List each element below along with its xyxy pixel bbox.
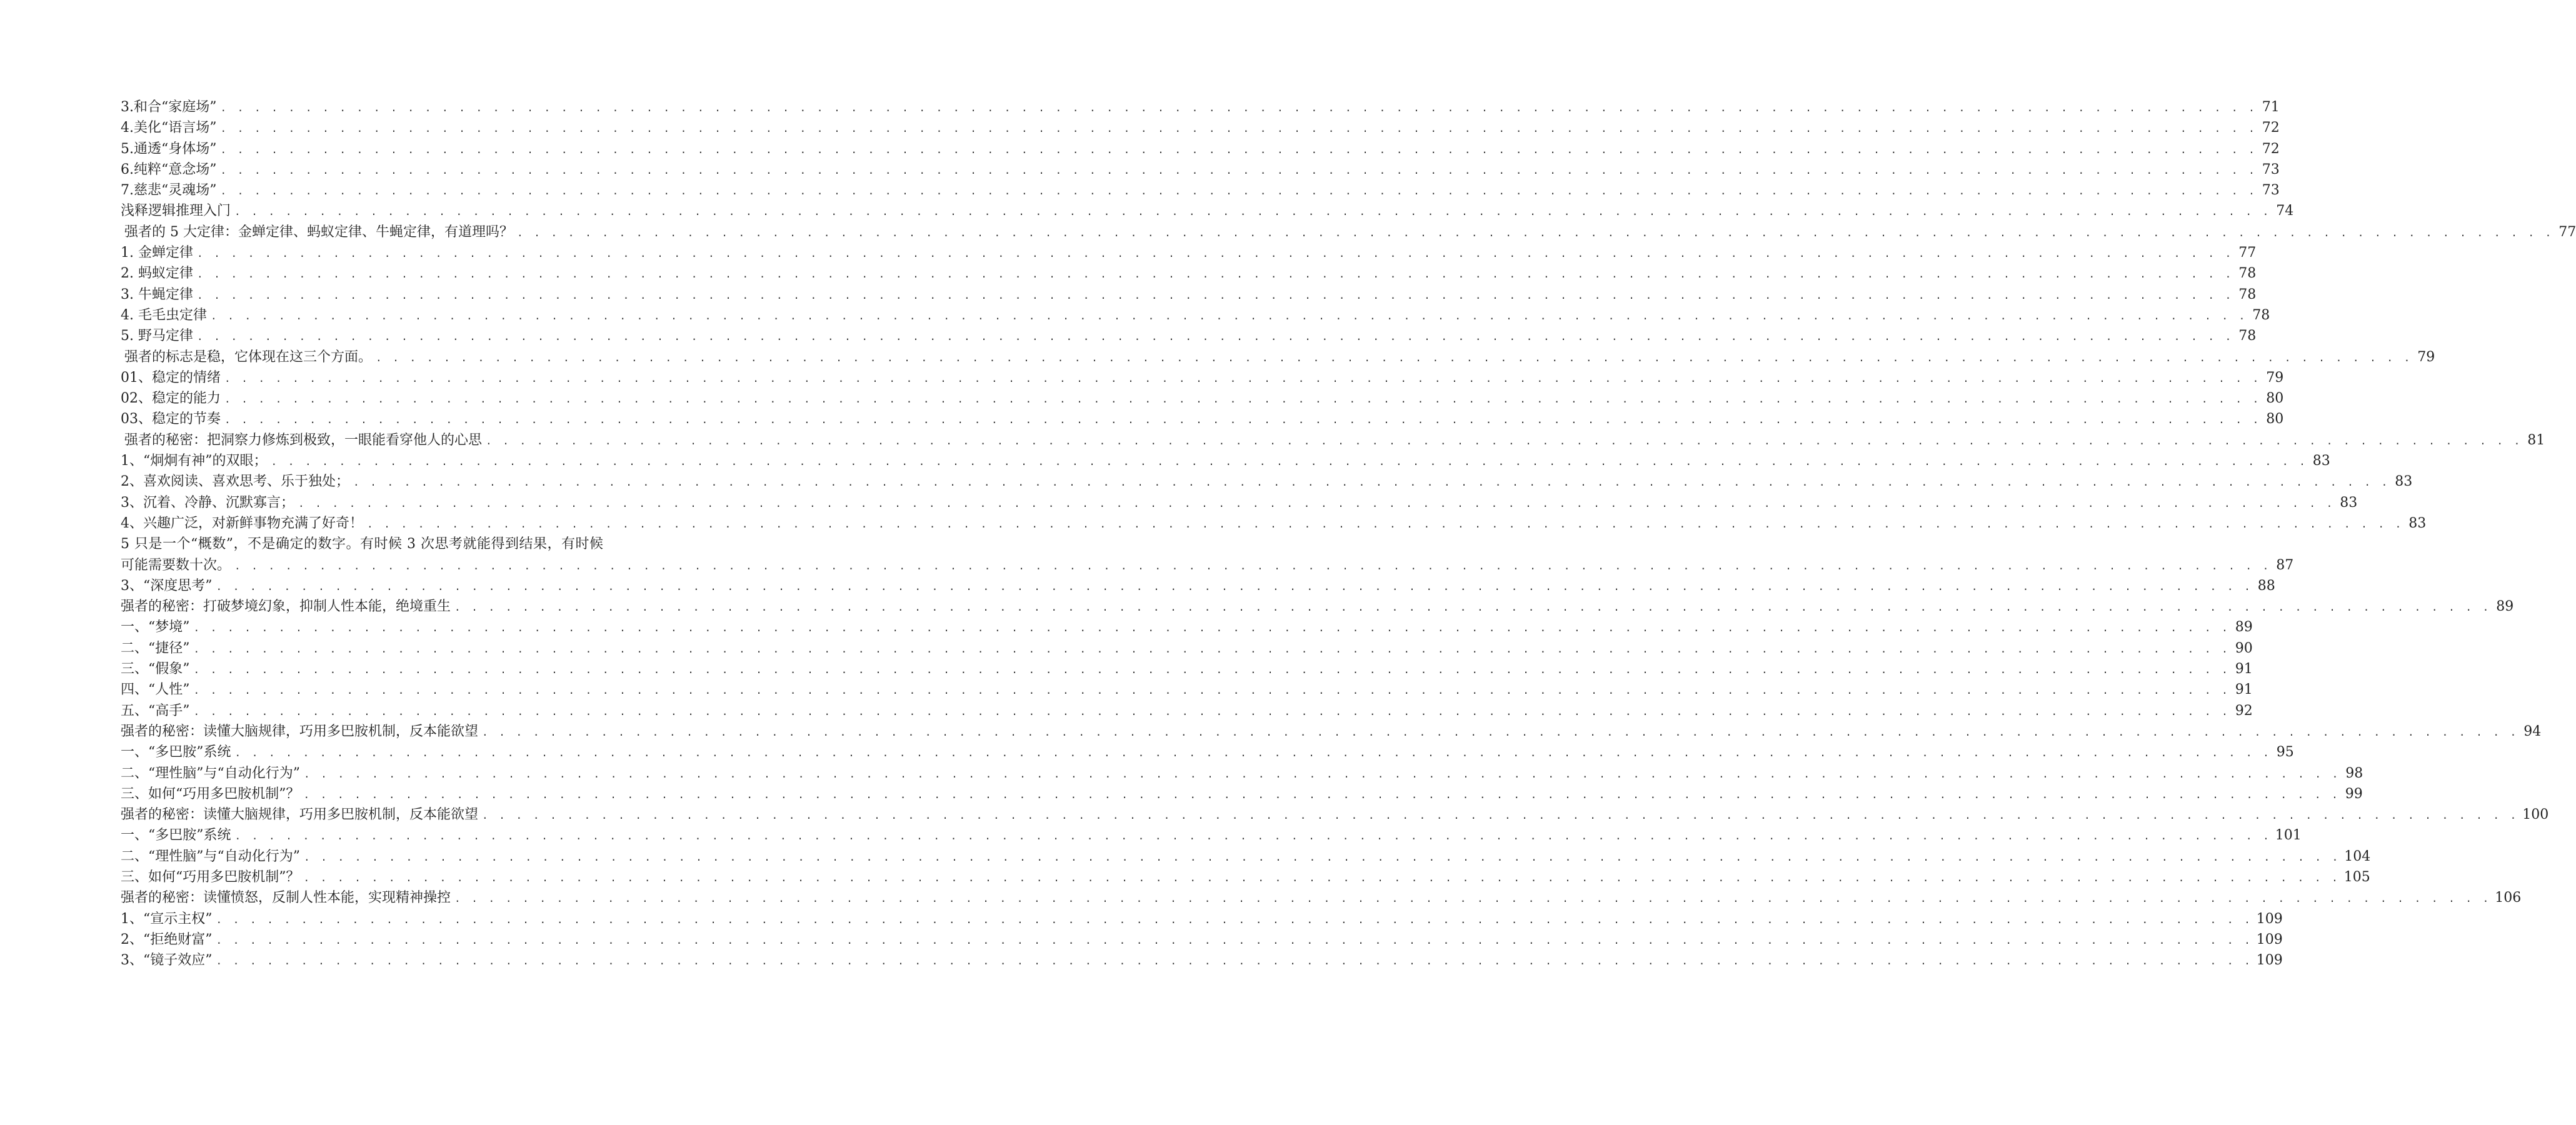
toc-entry-title: 强者的标志是稳，它体现在这三个方面。 (124, 349, 373, 365)
toc-entry-title: 五、“高手” (121, 702, 190, 719)
toc-entry-page-number: 78 (2238, 328, 2257, 344)
dot-leader: . . . . . . . . . . . . . . . . . . . . . . . . . . . . . . . . . . . . . . . . . . . . . . . . . . . . . . . . . . . . . . . . . . . . . . . . . . . . . . . . . . . . . . . . . . . . . . . . . . . . . . . . . . . . . . . . . . . . . . . . (454, 601, 2492, 614)
dot-leader: . . . . . . . . . . . . . . . . . . . . . . . . . . . . . . . . . . . . . . . . . . . . . . . . . . . . . . . . . . . . . . . . . . . . . . . . . . . . . . . . . . . . . . . . . . . . . . . . . . . . . . . . . . . . . . . . . . . . . . . . (224, 372, 2262, 384)
dot-leader: . . . . . . . . . . . . . . . . . . . . . . . . . . . . . . . . . . . . . . . . . . . . . . . . . . . . . . . . . . . . . . . . . . . . . . . . . . . . . . . . . . . . . . . . . . . . . . . . . . . . . . . . . . . . . . . . . . . . . . . . (216, 913, 2253, 926)
toc-entry[interactable] (121, 721, 2542, 742)
toc-entry-title: 2、喜欢阅读、喜欢思考、乐于独处； (121, 474, 349, 490)
dot-leader: . . . . . . . . . . . . . . . . . . . . . . . . . . . . . . . . . . . . . . . . . . . . . . . . . . . . . . . . . . . . . . . . . . . . . . . . . . . . . . . . . . . . . . . . . . . . . . . . . . . . . . . . . . . . . . . . . . . . . . . . (193, 705, 2230, 718)
toc-entry-title: 4. 毛毛虫定律 (121, 307, 207, 323)
toc-entry-page-number: 91 (2235, 682, 2253, 698)
toc-entry[interactable] (121, 263, 2257, 284)
toc-entry-title: 1. 金蝉定律 (121, 245, 193, 261)
toc-entry[interactable] (121, 451, 2330, 471)
toc-entry[interactable] (121, 139, 2280, 159)
toc-entry-title: 一、“多巴胺”系统 (121, 828, 231, 844)
toc-entry[interactable] (121, 929, 2283, 950)
toc-entry-page-number: 79 (2417, 349, 2435, 365)
toc-entry[interactable] (121, 659, 2253, 679)
dot-leader: . . . . . . . . . . . . . . . . . . . . . . . . . . . . . . . . . . . . . . . . . . . . . . . . . . . . . . . . . . . . . . . . . . . . . . . . . . . . . . . . . . . . . . . . . . . . . . . . . . . . . . . . . . . . . . . . . . . . . . . . (216, 955, 2253, 968)
dot-leader: . . . . . . . . . . . . . . . . . . . . . . . . . . . . . . . . . . . . . . . . . . . . . . . . . . . . . . . . . . . . . . . . . . . . . . . . . . . . . . . . . . . . . . . . . . . . . . . . . . . . . . . . . . . . . . . . . . . . . . . . (220, 122, 2257, 135)
toc-entry[interactable] (121, 950, 2283, 971)
toc-entry-page-number: 99 (2345, 786, 2363, 802)
toc-entry-title: 01、稳定的情绪 (121, 369, 221, 386)
toc-entry-page-number: 77 (2238, 245, 2257, 261)
dot-leader: . . . . . . . . . . . . . . . . . . . . . . . . . . . . . . . . . . . . . . . . . . . . . . . . . . . . . . . . . . . . . . . . . . . . . . . . . . . . . . . . . . . . . . . . . . . . . . . . . . . . . . . . . . . . . . . . . . . . . . . . (271, 456, 2308, 468)
toc-entry-page-number: 87 (2276, 557, 2294, 573)
toc-entry-title: 1、“宣示主权” (121, 911, 213, 927)
toc-entry-title: 2、“拒绝财富” (121, 931, 213, 948)
toc-entry-title: 03、稳定的节奏 (121, 411, 221, 428)
toc-entry-page-number: 73 (2262, 182, 2280, 199)
dot-leader: . . . . . . . . . . . . . . . . . . . . . . . . . . . . . . . . . . . . . . . . . . . . . . . . . . . . . . . . . . . . . . . . . . . . . . . . . . . . . . . . . . . . . . . . . . . . . . . . . . . . . . . . . . . . . . . . . . . . . . . . (220, 143, 2257, 156)
toc-entry-page-number: 72 (2262, 141, 2280, 157)
dot-leader: . . . . . . . . . . . . . . . . . . . . . . . . . . . . . . . . . . . . . . . . . . . . . . . . . . . . . . . . . . . . . . . . . . . . . . . . . . . . . . . . . . . . . . . . . . . . . . . . . . . . . . . . . . . . . . . . . . . . . . . . (196, 248, 2234, 260)
toc-entry-title: 一、“多巴胺”系统 (121, 744, 231, 761)
toc-entry-title: 三、“假象” (121, 661, 190, 678)
toc-entry-title: 2. 蚂蚁定律 (121, 266, 193, 282)
dot-leader: . . . . . . . . . . . . . . . . . . . . . . . . . . . . . . . . . . . . . . . . . . . . . . . . . . . . . . . . . . . . . . . . . . . . . . . . . . . . . . . . . . . . . . . . . . . . . . . . . . . . . . . . . . . . . . . . . . . . . . . . (454, 892, 2492, 905)
toc-entry[interactable] (121, 471, 2413, 492)
toc-entry-page-number: 104 (2344, 848, 2371, 864)
toc-entry-title: 二、“捷径” (121, 640, 190, 656)
toc-entry[interactable] (121, 159, 2280, 180)
toc-entry-title: 一、“梦境” (121, 619, 190, 636)
toc-entry-title: 可能需要数十次。 (121, 557, 231, 573)
toc-entry-title: 5.通透“身体场” (121, 141, 217, 157)
toc-entry[interactable] (121, 430, 2545, 451)
toc-entry[interactable] (121, 388, 2284, 409)
toc-entry-page-number: 109 (2256, 911, 2283, 927)
toc-entry[interactable] (121, 513, 2427, 534)
dot-leader: . . . . . . . . . . . . . . . . . . . . . . . . . . . . . . . . . . . . . . . . . . . . . . . . . . . . . . . . . . . . . . . . . . . . . . . . . . . . . . . . . . . . . . . . . . . . . . . . . . . . . . . . . . . . . . . . . . . . . . . . (193, 664, 2230, 676)
dot-leader: . . . . . . . . . . . . . . . . . . . . . . . . . . . . . . . . . . . . . . . . . . . . . . . . . . . . . . . . . . . . . . . . . . . . . . . . . . . . . . . . . . . . . . . . . . . . . . . . . . . . . . . . . . . . . . . . . . . . . . . . (224, 393, 2262, 406)
toc-entry-page-number: 90 (2235, 640, 2253, 656)
toc-entry-continued-text: 5 只是一个“概数”，不是确定的数字。有时候 3 次思考就能得到结果，有时候 (121, 536, 604, 552)
toc-entry[interactable] (121, 347, 2435, 368)
toc-entry[interactable] (121, 638, 2253, 659)
dot-leader: . . . . . . . . . . . . . . . . . . . . . . . . . . . . . . . . . . . . . . . . . . . . . . . . . . . . . . . . . . . . . . . . . . . . . . . . . . . . . . . . . . . . . . . . . . . . . . . . . . . . . . . . . . . . . . . . . . . . . . . . (193, 642, 2230, 655)
toc-entry-page-number: 81 (2527, 432, 2545, 448)
toc-entry[interactable] (121, 242, 2257, 263)
dot-leader: . . . . . . . . . . . . . . . . . . . . . . . . . . . . . . . . . . . . . . . . . . . . . . . . . . . . . . . . . . . . . . . . . . . . . . . . . . . . . . . . . . . . . . . . . . . . . . . . . . . . . . . . . . . . . . . . . . . . . . . . (304, 851, 2341, 863)
toc-entry-page-number: 73 (2262, 161, 2280, 178)
toc-entry[interactable] (121, 846, 2371, 867)
dot-leader: . . . . . . . . . . . . . . . . . . . . . . . . . . . . . . . . . . . . . . . . . . . . . . . . . . . . . . . . . . . . . . . . . . . . . . . . . . . . . . . . . . . . . . . . . . . . . . . . . . . . . . . . . . . . . . . . . . . . . . . . (486, 434, 2523, 447)
toc-entry-page-number: 89 (2496, 599, 2514, 615)
toc-entry-page-number: 92 (2235, 702, 2253, 719)
toc-entry-page-number: 72 (2262, 120, 2280, 136)
toc-entry[interactable] (121, 97, 2280, 118)
toc-entry-title: 强者的秘密：读懂大脑规律，巧用多巴胺机制，反本能欲望 (121, 723, 479, 739)
dot-leader: . . . . . . . . . . . . . . . . . . . . . . . . . . . . . . . . . . . . . . . . . . . . . . . . . . . . . . . . . . . . . . . . . . . . . . . . . . . . . . . . . . . . . . . . . . . . . . . . . . . . . . . . . . . . . . . . . . . . . . . . (517, 226, 2554, 239)
toc-entry[interactable] (121, 784, 2363, 804)
dot-leader: . . . . . . . . . . . . . . . . . . . . . . . . . . . . . . . . . . . . . . . . . . . . . . . . . . . . . . . . . . . . . . . . . . . . . . . . . . . . . . . . . . . . . . . . . . . . . . . . . . . . . . . . . . . . . . . . . . . . . . . . (304, 768, 2341, 780)
toc-entry-title: 5. 野马定律 (121, 328, 193, 344)
dot-leader: . . . . . . . . . . . . . . . . . . . . . . . . . . . . . . . . . . . . . . . . . . . . . . . . . . . . . . . . . . . . . . . . . . . . . . . . . . . . . . . . . . . . . . . . . . . . . . . . . . . . . . . . . . . . . . . . . . . . . . . . (298, 497, 2335, 509)
toc-entry[interactable] (121, 804, 2549, 825)
dot-leader: . . . . . . . . . . . . . . . . . . . . . . . . . . . . . . . . . . . . . . . . . . . . . . . . . . . . . . . . . . . . . . . . . . . . . . . . . . . . . . . . . . . . . . . . . . . . . . . . . . . . . . . . . . . . . . . . . . . . . . . . (303, 871, 2340, 884)
toc-entry-title: 强者的秘密：读懂愤怒，反制人性本能，实现精神操控 (121, 890, 451, 906)
toc-entry-page-number: 105 (2343, 869, 2370, 885)
toc-entry-title: 4、兴趣广泛，对新鲜事物充满了好奇！ (121, 515, 363, 531)
toc-entry[interactable] (121, 763, 2363, 784)
dot-leader: . . . . . . . . . . . . . . . . . . . . . . . . . . . . . . . . . . . . . . . . . . . . . . . . . . . . . . . . . . . . . . . . . . . . . . . . . . . . . . . . . . . . . . . . . . . . . . . . . . . . . . . . . . . . . . . . . . . . . . . . (353, 476, 2390, 489)
toc-entry-page-number: 83 (2408, 515, 2427, 531)
toc-entry-page-number: 83 (2395, 474, 2413, 490)
toc-entry[interactable] (121, 867, 2370, 888)
toc-entry-title: 7.慈悲“灵魂场” (121, 182, 217, 199)
toc-entry-page-number: 89 (2235, 619, 2253, 636)
dot-leader: . . . . . . . . . . . . . . . . . . . . . . . . . . . . . . . . . . . . . . . . . . . . . . . . . . . . . . . . . . . . . . . . . . . . . . . . . . . . . . . . . . . . . . . . . . . . . . . . . . . . . . . . . . . . . . . . . . . . . . . . (234, 559, 2272, 572)
dot-leader: . . . . . . . . . . . . . . . . . . . . . . . . . . . . . . . . . . . . . . . . . . . . . . . . . . . . . . . . . . . . . . . . . . . . . . . . . . . . . . . . . . . . . . . . . . . . . . . . . . . . . . . . . . . . . . . . . . . . . . . . (367, 518, 2404, 530)
dot-leader: . . . . . . . . . . . . . . . . . . . . . . . . . . . . . . . . . . . . . . . . . . . . . . . . . . . . . . . . . . . . . . . . . . . . . . . . . . . . . . . . . . . . . . . . . . . . . . . . . . . . . . . . . . . . . . . . . . . . . . . . (196, 289, 2234, 301)
toc-entry-page-number: 95 (2276, 744, 2294, 761)
toc-entry[interactable] (121, 409, 2284, 429)
toc-entry-title: 3、“镜子效应” (121, 952, 213, 969)
toc-entry-page-number: 94 (2523, 723, 2542, 739)
toc-entry[interactable] (121, 596, 2514, 617)
toc-entry-page-number: 88 (2257, 578, 2275, 594)
toc-entry-title: 1、“炯炯有神”的双眼； (121, 453, 268, 469)
toc-entry[interactable] (121, 617, 2253, 638)
dot-leader: . . . . . . . . . . . . . . . . . . . . . . . . . . . . . . . . . . . . . . . . . . . . . . . . . . . . . . . . . . . . . . . . . . . . . . . . . . . . . . . . . . . . . . . . . . . . . . . . . . . . . . . . . . . . . . . . . . . . . . . . (224, 414, 2262, 426)
toc-entry-page-number: 83 (2312, 453, 2330, 469)
dot-leader: . . . . . . . . . . . . . . . . . . . . . . . . . . . . . . . . . . . . . . . . . . . . . . . . . . . . . . . . . . . . . . . . . . . . . . . . . . . . . . . . . . . . . . . . . . . . . . . . . . . . . . . . . . . . . . . . . . . . . . . . (234, 830, 2272, 842)
dot-leader: . . . . . . . . . . . . . . . . . . . . . . . . . . . . . . . . . . . . . . . . . . . . . . . . . . . . . . . . . . . . . . . . . . . . . . . . . . . . . . . . . . . . . . . . . . . . . . . . . . . . . . . . . . . . . . . . . . . . . . . . (196, 331, 2234, 343)
toc-entry[interactable] (121, 679, 2253, 700)
toc-entry-page-number: 78 (2238, 266, 2257, 282)
toc-entry-page-number: 101 (2275, 828, 2302, 844)
toc-entry-title: 浅释逻辑推理入门 (121, 203, 231, 219)
toc-entry[interactable] (121, 326, 2257, 346)
toc-entry[interactable] (121, 305, 2270, 326)
toc-entry-title: 强者的 5 大定律：金蝉定律、蚂蚁定律、牛蝇定律，有道理吗？ (124, 224, 513, 240)
toc-entry-title: 强者的秘密：打破梦境幻象，抑制人性本能，绝境重生 (121, 599, 451, 615)
dot-leader: . . . . . . . . . . . . . . . . . . . . . . . . . . . . . . . . . . . . . . . . . . . . . . . . . . . . . . . . . . . . . . . . . . . . . . . . . . . . . . . . . . . . . . . . . . . . . . . . . . . . . . . . . . . . . . . . . . . . . . . . (193, 684, 2230, 697)
dot-leader: . . . . . . . . . . . . . . . . . . . . . . . . . . . . . . . . . . . . . . . . . . . . . . . . . . . . . . . . . . . . . . . . . . . . . . . . . . . . . . . . . . . . . . . . . . . . . . . . . . . . . . . . . . . . . . . . . . . . . . . . (210, 309, 2248, 322)
toc-entry-title: 6.纯粹“意念场” (121, 161, 217, 178)
toc-entry-title: 4.美化“语言场” (121, 120, 217, 136)
dot-leader: . . . . . . . . . . . . . . . . . . . . . . . . . . . . . . . . . . . . . . . . . . . . . . . . . . . . . . . . . . . . . . . . . . . . . . . . . . . . . . . . . . . . . . . . . . . . . . . . . . . . . . . . . . . . . . . . . . . . . . . . (234, 206, 2272, 218)
toc-entry[interactable] (121, 888, 2522, 908)
toc-entry-title: 3、“深度思考” (121, 578, 213, 594)
toc-entry-page-number: 78 (2238, 286, 2257, 302)
dot-leader: . . . . . . . . . . . . . . . . . . . . . . . . . . . . . . . . . . . . . . . . . . . . . . . . . . . . . . . . . . . . . . . . . . . . . . . . . . . . . . . . . . . . . . . . . . . . . . . . . . . . . . . . . . . . . . . . . . . . . . . . (216, 934, 2253, 946)
toc-entry[interactable] (121, 118, 2280, 138)
dot-leader: . . . . . . . . . . . . . . . . . . . . . . . . . . . . . . . . . . . . . . . . . . . . . . . . . . . . . . . . . . . . . . . . . . . . . . . . . . . . . . . . . . . . . . . . . . . . . . . . . . . . . . . . . . . . . . . . . . . . . . . . (376, 351, 2413, 364)
toc-entry-page-number: 100 (2522, 807, 2549, 823)
toc-entry-title: 二、“理性脑”与“自动化行为” (121, 765, 300, 781)
toc-entry-title: 三、如何“巧用多巴胺机制”？ (121, 869, 300, 885)
dot-leader: . . . . . . . . . . . . . . . . . . . . . . . . . . . . . . . . . . . . . . . . . . . . . . . . . . . . . . . . . . . . . . . . . . . . . . . . . . . . . . . . . . . . . . . . . . . . . . . . . . . . . . . . . . . . . . . . . . . . . . . . (193, 622, 2230, 634)
dot-leader: . . . . . . . . . . . . . . . . . . . . . . . . . . . . . . . . . . . . . . . . . . . . . . . . . . . . . . . . . . . . . . . . . . . . . . . . . . . . . . . . . . . . . . . . . . . . . . . . . . . . . . . . . . . . . . . . . . . . . . . . (220, 185, 2257, 198)
toc-entry-page-number: 106 (2495, 890, 2522, 906)
toc-entry-page-number: 109 (2256, 931, 2283, 948)
toc-entry[interactable] (121, 909, 2283, 929)
toc-entry[interactable] (121, 576, 2275, 596)
dot-leader: . . . . . . . . . . . . . . . . . . . . . . . . . . . . . . . . . . . . . . . . . . . . . . . . . . . . . . . . . . . . . . . . . . . . . . . . . . . . . . . . . . . . . . . . . . . . . . . . . . . . . . . . . . . . . . . . . . . . . . . . (220, 102, 2257, 114)
toc-entry[interactable] (121, 284, 2257, 305)
toc-entry[interactable] (121, 555, 2294, 576)
toc-entry-title: 强者的秘密：把洞察力修炼到极致，一眼能看穿他人的心思 (124, 432, 483, 448)
dot-leader: . . . . . . . . . . . . . . . . . . . . . . . . . . . . . . . . . . . . . . . . . . . . . . . . . . . . . . . . . . . . . . . . . . . . . . . . . . . . . . . . . . . . . . . . . . . . . . . . . . . . . . . . . . . . . . . . . . . . . . . . (303, 788, 2340, 801)
toc-entry-title: 3.和合“家庭场” (121, 99, 217, 115)
toc-entry-page-number: 91 (2235, 661, 2253, 678)
toc-entry[interactable] (121, 180, 2280, 201)
dot-leader: . . . . . . . . . . . . . . . . . . . . . . . . . . . . . . . . . . . . . . . . . . . . . . . . . . . . . . . . . . . . . . . . . . . . . . . . . . . . . . . . . . . . . . . . . . . . . . . . . . . . . . . . . . . . . . . . . . . . . . . . (196, 268, 2234, 281)
toc-entry-page-number: 74 (2276, 203, 2294, 219)
toc-entry-title: 二、“理性脑”与“自动化行为” (121, 848, 300, 864)
toc-entry-page-number: 78 (2252, 307, 2270, 323)
toc-entry-page-number: 79 (2266, 369, 2284, 386)
toc-entry-page-number: 80 (2266, 391, 2284, 407)
toc-entry-page-number: 109 (2256, 952, 2283, 969)
toc-entry-page-number: 83 (2340, 494, 2358, 511)
toc-entry[interactable] (121, 368, 2284, 388)
toc-entry[interactable] (121, 492, 2358, 513)
toc-entry-page-number: 77 (2558, 224, 2576, 240)
toc-entry-title: 02、稳定的能力 (121, 391, 221, 407)
toc-entry-title: 3、沉着、冷静、沉默寡言； (121, 494, 294, 511)
toc-entry-page-number: 71 (2262, 99, 2280, 115)
table-of-contents (121, 97, 2576, 971)
toc-entry[interactable] (121, 701, 2253, 721)
toc-entry-title: 四、“人性” (121, 682, 190, 698)
dot-leader: . . . . . . . . . . . . . . . . . . . . . . . . . . . . . . . . . . . . . . . . . . . . . . . . . . . . . . . . . . . . . . . . . . . . . . . . . . . . . . . . . . . . . . . . . . . . . . . . . . . . . . . . . . . . . . . . . . . . . . . . (220, 164, 2257, 176)
toc-entry-title: 强者的秘密：读懂大脑规律，巧用多巴胺机制，反本能欲望 (121, 807, 479, 823)
toc-entry[interactable] (121, 222, 2576, 242)
toc-entry-title: 三、如何“巧用多巴胺机制”？ (121, 786, 300, 802)
toc-entry-title: 3. 牛蝇定律 (121, 286, 193, 302)
toc-entry-page-number: 98 (2345, 765, 2363, 781)
dot-leader: . . . . . . . . . . . . . . . . . . . . . . . . . . . . . . . . . . . . . . . . . . . . . . . . . . . . . . . . . . . . . . . . . . . . . . . . . . . . . . . . . . . . . . . . . . . . . . . . . . . . . . . . . . . . . . . . . . . . . . . . (482, 809, 2519, 822)
dot-leader: . . . . . . . . . . . . . . . . . . . . . . . . . . . . . . . . . . . . . . . . . . . . . . . . . . . . . . . . . . . . . . . . . . . . . . . . . . . . . . . . . . . . . . . . . . . . . . . . . . . . . . . . . . . . . . . . . . . . . . . . (234, 747, 2272, 759)
dot-leader: . . . . . . . . . . . . . . . . . . . . . . . . . . . . . . . . . . . . . . . . . . . . . . . . . . . . . . . . . . . . . . . . . . . . . . . . . . . . . . . . . . . . . . . . . . . . . . . . . . . . . . . . . . . . . . . . . . . . . . . . (482, 726, 2519, 738)
toc-entry[interactable] (121, 742, 2294, 762)
dot-leader: . . . . . . . . . . . . . . . . . . . . . . . . . . . . . . . . . . . . . . . . . . . . . . . . . . . . . . . . . . . . . . . . . . . . . . . . . . . . . . . . . . . . . . . . . . . . . . . . . . . . . . . . . . . . . . . . . . . . . . . . (216, 580, 2253, 592)
toc-entry[interactable] (121, 825, 2302, 846)
toc-entry-page-number: 80 (2266, 411, 2284, 428)
toc-entry[interactable] (121, 201, 2294, 221)
